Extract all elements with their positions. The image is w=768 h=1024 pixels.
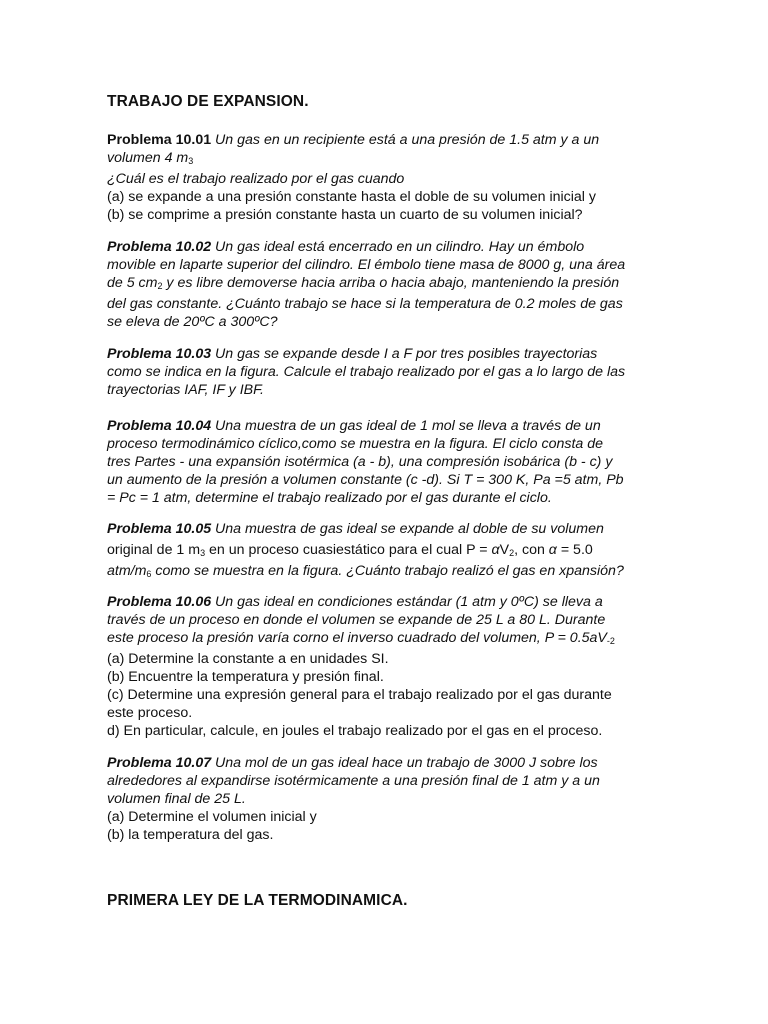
problem-item-c: (c) Determine una expresión general para el trabajo realizado por el gas durante <box>107 687 612 703</box>
problem-text: un aumento de la presión a volumen constante (c -d). Si T = 300 K, Pa =5 atm, Pb <box>107 472 624 488</box>
problem-text: Una muestra de gas ideal se expande al doble de su volumen <box>211 521 604 537</box>
problem-text: como se muestra en la figura. ¿Cuánto trabajo realizó el gas en xpansión? <box>151 563 624 579</box>
problem-label: Problema 10.05 <box>107 521 212 537</box>
problem-text: ¿Cuál es el trabajo realizado por el gas cuando <box>107 171 405 187</box>
problem-text: proceso termodinámico cíclico,como se muestra en la figura. El ciclo consta de <box>107 436 603 452</box>
problem-label: Problema 10.07 <box>107 755 212 771</box>
problem-item-b: (b) Encuentre la temperatura y presión final. <box>107 669 384 685</box>
problem-text: y es libre demoverse hacia arriba o hacia abajo, manteniendo la presión <box>162 275 620 291</box>
problem-text: en un proceso cuasiestático para el cual P = <box>205 542 492 558</box>
problem-text: Un gas en un recipiente está a una presión de 1.5 atm y a un <box>211 132 600 148</box>
subscript: 3 <box>188 156 194 166</box>
problem-text: tres Partes - una expansión isotérmica (a - b), una compresión isobárica (b - c) y <box>107 454 613 470</box>
problem-text: movible en laparte superior del cilindro. El émbolo tiene masa de 8000 g, una área <box>107 257 626 273</box>
problem-item-d: d) En particular, calcule, en joules el trabajo realizado por el gas en el proceso. <box>107 723 603 739</box>
problem-text: alrededores al expandirse isotérmicamente a una presión final de 1 atm y a un <box>107 773 600 789</box>
problem-text: , con <box>514 542 549 558</box>
subscript: 6 <box>146 569 152 579</box>
problem-text: Una muestra de un gas ideal de 1 mol se lleva a través de un <box>211 418 601 434</box>
problem-10-04 <box>107 417 667 507</box>
problem-label: Problema 10.03 <box>107 346 212 362</box>
problem-text: como se indica en la figura. Calcule el trabajo realizado por el gas a lo largo de las <box>107 364 626 380</box>
alpha-symbol: α <box>491 542 500 558</box>
problem-label: Problema 10.01 <box>107 132 212 148</box>
problem-10-05 <box>107 520 667 583</box>
problem-10-06 <box>107 593 667 740</box>
problem-item-b: (b) se comprime a presión constante hasta un cuarto de su volumen inicial? <box>107 207 583 223</box>
problem-text: volumen 4 m <box>107 150 189 166</box>
problem-text: Una mol de un gas ideal hace un trabajo de 3000 J sobre los <box>211 755 598 771</box>
problem-text: través de un proceso en donde el volumen se expande de 25 L a 80 L. Durante <box>107 612 606 628</box>
problem-text: original de 1 m <box>107 542 201 558</box>
problem-text: se eleva de 20ºC a 300ºC? <box>107 314 278 330</box>
problem-10-03 <box>107 345 667 399</box>
problem-text: del gas constante. ¿Cuánto trabajo se hace si la temperatura de 0.2 moles de gas <box>107 296 623 312</box>
section-title-trabajo-expansion: TRABAJO DE EXPANSION. <box>107 93 309 110</box>
problem-label: Problema 10.04 <box>107 418 212 434</box>
problem-10-07 <box>107 754 667 844</box>
problem-text: V <box>499 542 510 558</box>
subscript: 2 <box>509 548 515 558</box>
problem-text: de 5 cm <box>107 275 158 291</box>
problem-item-c-cont: este proceso. <box>107 705 193 721</box>
problem-text: atm/m <box>107 563 147 579</box>
problem-10-01 <box>107 131 667 224</box>
problem-text: trayectorias IAF, IF y IBF. <box>107 382 264 398</box>
problem-item-b: (b) la temperatura del gas. <box>107 827 274 843</box>
subscript: 3 <box>200 548 206 558</box>
problem-text: Un gas ideal en condiciones estándar (1 atm y 0ºC) se lleva a <box>211 594 603 610</box>
problem-item-a: (a) Determine el volumen inicial y <box>107 809 317 825</box>
section-title-primera-ley: PRIMERA LEY DE LA TERMODINAMICA. <box>107 892 408 909</box>
problem-text: este proceso la presión varía corno el inverso cuadrado del volumen, P = 0.5aV <box>107 630 607 646</box>
subscript: 2 <box>157 281 163 291</box>
problem-10-02 <box>107 238 667 331</box>
problem-text: volumen final de 25 L. <box>107 791 246 807</box>
problem-text: Un gas se expande desde I a F por tres posibles trayectorias <box>211 346 598 362</box>
problem-item-a: (a) se expande a una presión constante hasta el doble de su volumen inicial y <box>107 189 596 205</box>
problem-text: = 5.0 <box>556 542 593 558</box>
problem-text: Un gas ideal está encerrado en un cilindro. Hay un émbolo <box>211 239 585 255</box>
subscript: -2 <box>606 636 615 646</box>
alpha-symbol: α <box>548 542 557 558</box>
problem-item-a: (a) Determine la constante a en unidades SI. <box>107 651 389 667</box>
problem-text: = Pc = 1 atm, determine el trabajo realizado por el gas durante el ciclo. <box>107 490 552 506</box>
problem-label: Problema 10.06 <box>107 594 212 610</box>
problem-label: Problema 10.02 <box>107 239 212 255</box>
